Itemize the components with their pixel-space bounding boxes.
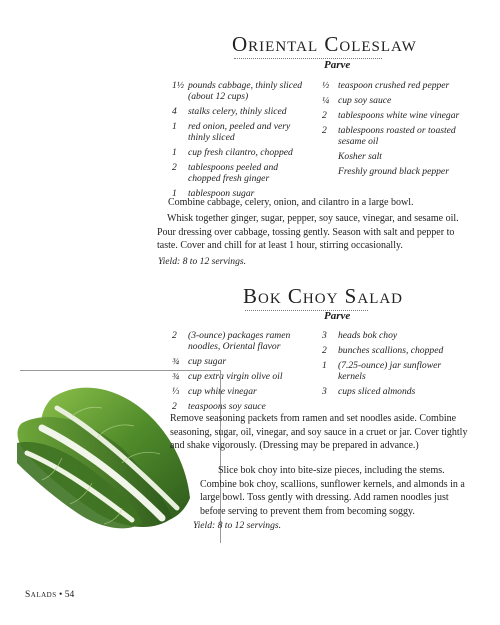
ingredient-quantity: 2 (172, 401, 177, 412)
recipe-yield: Yield: 8 to 12 servings. (193, 520, 282, 531)
ingredient-quantity: 3 (322, 330, 327, 341)
ingredient-text: cup white vinegar (188, 386, 257, 397)
bok-choy-photo (12, 368, 200, 540)
ingredient-item (322, 125, 462, 147)
ingredient-item (322, 360, 462, 382)
ingredient-text: red onion, peeled and very thinly sliced (188, 121, 291, 143)
ingredient-quantity: 4 (172, 106, 177, 117)
ingredient-text: cup extra virgin olive oil (188, 371, 283, 382)
ingredient-quantity: ⅓ (172, 386, 180, 397)
directions-paragraph: Combine cabbage, celery, onion, and cilantro in a large bowl. (168, 197, 414, 208)
ingredient-item (172, 80, 312, 102)
ingredient-item (172, 106, 312, 117)
ingredient-text: teaspoon crushed red pepper (338, 80, 450, 91)
ingredient-text: Kosher salt (338, 151, 382, 162)
ingredient-item (322, 330, 462, 341)
ingredient-quantity: ¾ (172, 371, 180, 382)
directions-paragraph: Whisk together ginger, sugar, pepper, soy sauce, vinegar, and sesame oil. Pour dressing over cabbage, tossing gently. Season with salt and pepper to taste. Cover and chill for at least 1 hour, stirring occasionally. (157, 213, 459, 251)
ingredient-text: teaspoons soy sauce (188, 401, 266, 412)
recipe-subtitle: Parve (324, 310, 351, 322)
ingredient-item (172, 330, 312, 352)
ingredient-quantity: 2 (322, 125, 327, 136)
ingredient-quantity: ¾ (172, 356, 180, 367)
ingredient-item (322, 345, 462, 356)
footer-section: Salads (25, 590, 57, 600)
ingredient-quantity: 1 (172, 188, 177, 199)
ingredient-quantity: ½ (322, 80, 330, 91)
ingredients-left-column (172, 80, 312, 203)
ingredient-text: tablespoon sugar (188, 188, 255, 199)
ingredient-item (322, 80, 462, 91)
recipe-title: Oriental Coleslaw (232, 32, 417, 56)
title-dotted-rule (234, 58, 382, 59)
recipe-title: Bok Choy Salad (243, 284, 404, 308)
ingredient-quantity: 1½ (172, 80, 184, 91)
ingredient-item (322, 166, 462, 177)
ingredient-quantity: 1 (172, 147, 177, 158)
ingredient-text: tablespoons peeled and chopped fresh ginger (188, 162, 279, 184)
ingredient-quantity: 2 (172, 162, 177, 173)
ingredient-text: cup fresh cilantro, chopped (188, 147, 293, 158)
ingredient-item (172, 147, 312, 158)
directions-paragraph: Slice bok choy into bite-size pieces, including the stems. Combine bok choy, scallions, sunflower kernels, and almonds in a large bowl. Toss gently with dressing. Add ramen noodles just before serving to prevent them from becoming soggy. (200, 465, 465, 517)
ingredient-text: cup soy sauce (338, 95, 392, 106)
ingredient-item (322, 151, 462, 162)
ingredient-item (322, 95, 462, 106)
footer-bullet: • (59, 590, 63, 600)
ingredient-item (322, 386, 462, 397)
ingredient-quantity: 2 (172, 330, 177, 341)
ingredient-quantity (322, 151, 338, 162)
page-number: 54 (64, 590, 75, 600)
ingredient-text: heads bok choy (338, 330, 398, 341)
ingredient-text: (3-ounce) packages ramen noodles, Oriental flavor (188, 330, 291, 352)
ingredient-text: stalks celery, thinly sliced (188, 106, 287, 117)
page-footer (25, 590, 74, 600)
ingredient-quantity (322, 166, 338, 177)
ingredient-quantity: 2 (322, 110, 327, 121)
ingredient-text: bunches scallions, chopped (338, 345, 444, 356)
ingredient-quantity: ¼ (322, 95, 330, 106)
directions-paragraph: Remove seasoning packets from ramen and set noodles aside. Combine seasoning, sugar, oil, vinegar, and soy sauce in a cruet or jar. Cover tightly and shake vigorously. (Dressing may be prepared in advance.) (170, 413, 468, 451)
ingredient-item (172, 121, 312, 143)
ingredient-text: tablespoons roasted or toasted sesame oil (338, 125, 456, 147)
ingredient-text: (7.25-ounce) jar sunflower kernels (338, 360, 442, 382)
ingredient-item (322, 110, 462, 121)
ingredient-text: tablespoons white wine vinegar (338, 110, 460, 121)
ingredient-quantity: 3 (322, 386, 327, 397)
ingredient-item (172, 162, 312, 184)
ingredient-text: pounds cabbage, thinly sliced (about 12 cups) (188, 80, 303, 102)
ingredient-text: cups sliced almonds (338, 386, 416, 397)
ingredient-text: cup sugar (188, 356, 227, 367)
ingredient-quantity: 1 (322, 360, 327, 371)
ingredients-right-column (322, 80, 462, 181)
ingredients-right-column (322, 330, 462, 401)
ingredient-quantity: 1 (172, 121, 177, 132)
recipe-yield: Yield: 8 to 12 servings. (158, 256, 247, 267)
ingredient-item (172, 356, 312, 367)
recipe-subtitle: Parve (324, 59, 351, 71)
ingredient-text: Freshly ground black pepper (338, 166, 449, 177)
ingredient-quantity: 2 (322, 345, 327, 356)
